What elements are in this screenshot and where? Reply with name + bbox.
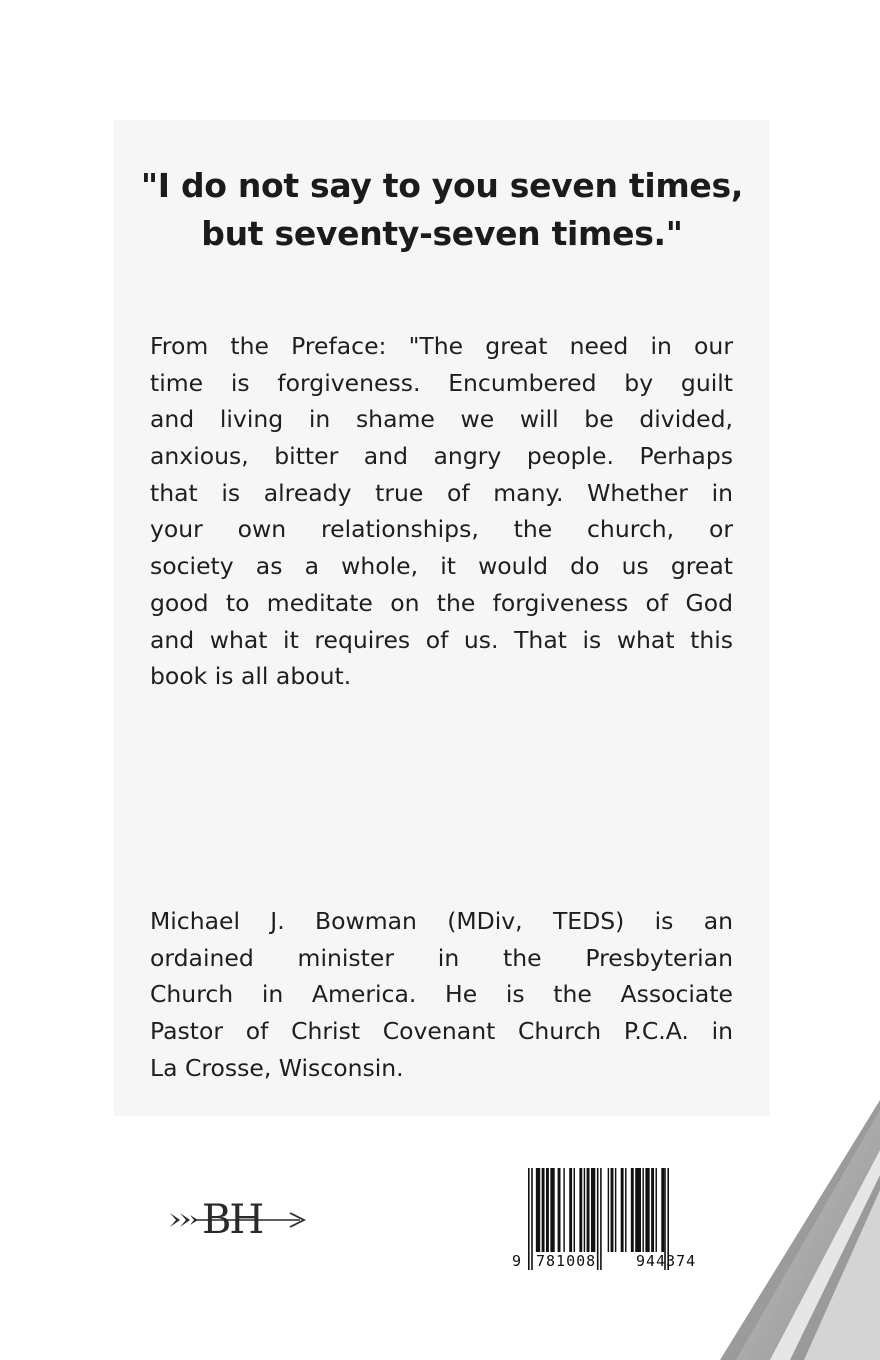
barcode-bar xyxy=(546,1168,549,1252)
cover-corner-decoration xyxy=(700,1080,880,1360)
barcode-bar xyxy=(558,1168,561,1252)
barcode-bar xyxy=(574,1168,575,1252)
barcode-bar xyxy=(550,1168,554,1252)
barcode-right-digits: 944374 xyxy=(636,1252,697,1270)
preface-line: book is all about. xyxy=(150,662,352,691)
barcode-bar xyxy=(536,1168,540,1252)
barcode-bar xyxy=(591,1168,595,1252)
barcode-bar xyxy=(542,1168,545,1252)
barcode-bar xyxy=(608,1168,609,1252)
barcode-bar xyxy=(587,1168,590,1252)
barcode-bar xyxy=(584,1168,585,1252)
barcode-bar xyxy=(563,1168,564,1252)
barcode-digits xyxy=(506,1252,732,1272)
preface-line: anxious, bitter and angry people. Perhaps xyxy=(150,442,733,471)
preface-line: that is already true of many. Whether in xyxy=(150,478,733,507)
barcode-bar xyxy=(615,1168,616,1252)
preface-line: your own relationships, the church, or xyxy=(150,515,733,544)
isbn-barcode xyxy=(506,1166,732,1276)
pull-quote xyxy=(114,162,770,258)
barcode-bar xyxy=(635,1168,641,1252)
preface-line: From the Preface: "The great need in our xyxy=(150,332,733,360)
barcode-bar xyxy=(645,1168,649,1252)
preface-line: and living in shame we will be divided, xyxy=(150,405,733,434)
author-bio xyxy=(150,903,733,1086)
barcode-bar xyxy=(621,1168,624,1252)
barcode-bar xyxy=(656,1168,657,1252)
pull-quote-line: but seventy-seven times." xyxy=(201,214,683,253)
barcode-bar xyxy=(651,1168,654,1252)
barcode-left-digits: 781008 xyxy=(536,1252,597,1270)
barcode-lead-digit: 9 xyxy=(512,1252,522,1270)
bio-line: Church in America. He is the Associate xyxy=(150,980,733,1009)
preface-line: time is forgiveness. Encumbered by guilt xyxy=(150,368,733,397)
bio-line: ordained minister in the Presbyterian xyxy=(150,943,733,972)
publisher-initials: BH xyxy=(202,1197,263,1243)
barcode-bar xyxy=(611,1168,614,1252)
barcode-bar xyxy=(579,1168,582,1252)
barcode-bar xyxy=(642,1168,643,1252)
preface-line: society as a whole, it would do us great xyxy=(150,552,733,581)
bio-line: Michael J. Bowman (MDiv, TEDS) is an xyxy=(150,907,733,935)
barcode-bar xyxy=(625,1168,626,1252)
barcode-bar xyxy=(631,1168,634,1252)
barcode-bar xyxy=(569,1168,572,1252)
preface-line: and what it requires of us. That is what this xyxy=(150,625,733,654)
barcode-bar xyxy=(661,1168,664,1252)
publisher-logo xyxy=(168,1196,308,1244)
pull-quote-line: "I do not say to you seven times, xyxy=(140,166,744,205)
bio-line: Pastor of Christ Covenant Church P.C.A. in xyxy=(150,1017,733,1046)
preface-excerpt xyxy=(150,328,733,695)
preface-line: good to meditate on the forgiveness of God xyxy=(150,588,733,617)
text-panel xyxy=(114,120,770,1116)
bio-line: La Crosse, Wisconsin. xyxy=(150,1053,404,1082)
